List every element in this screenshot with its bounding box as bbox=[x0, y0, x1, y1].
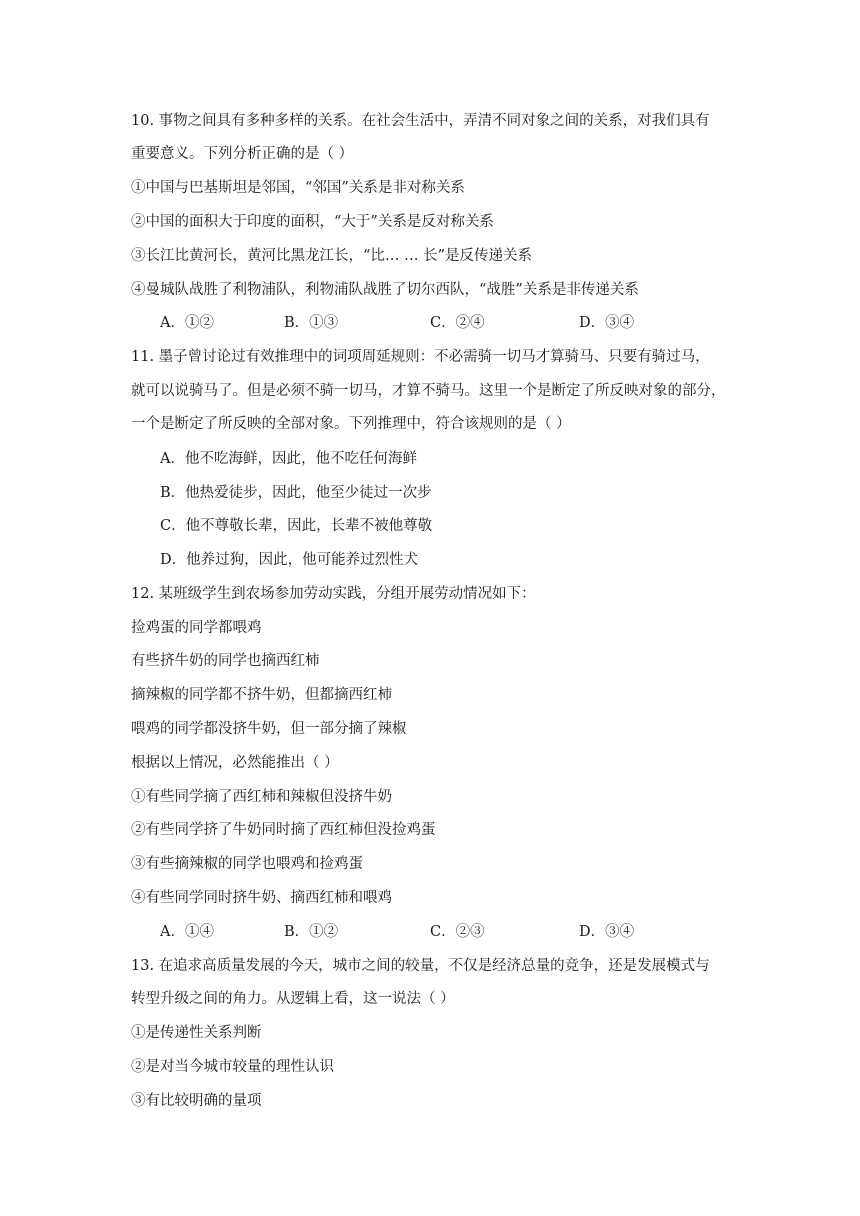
q12-statement-2: ②有些同学挤了牛奶同时摘了西红柿但没捡鸡蛋 bbox=[131, 822, 436, 838]
q12-option-c: C．②③ bbox=[430, 924, 485, 940]
q12-condition-2: 有些挤牛奶的同学也摘西红柿 bbox=[131, 653, 320, 669]
q10-statement-4: ④曼城队战胜了利物浦队，利物浦队战胜了切尔西队，“战胜”关系是非传递关系 bbox=[131, 282, 639, 298]
q10-option-a: A．①② bbox=[160, 315, 214, 331]
q12-question: 根据以上情况，必然能推出（ ） bbox=[131, 755, 339, 771]
q11-stem-line-3: 一个是断定了所反映的全部对象。下列推理中，符合该规则的是（ ） bbox=[131, 416, 571, 432]
q10-option-c: C．②④ bbox=[430, 315, 485, 331]
q11-stem-line-1: 11. 墨子曾讨论过有效推理中的词项周延规则：不必需骑一切马才算骑马、只要有骑过马， bbox=[131, 349, 710, 365]
q13-statement-1: ①是传递性关系判断 bbox=[131, 1025, 262, 1041]
q12-condition-4: 喂鸡的同学都没挤牛奶，但一部分摘了辣椒 bbox=[131, 721, 407, 737]
q12-option-a: A．①④ bbox=[160, 924, 214, 940]
q11-option-c: C．他不尊敬长辈，因此，长辈不被他尊敬 bbox=[160, 518, 433, 534]
q12-stem: 12. 某班级学生到农场参加劳动实践，分组开展劳动情况如下： bbox=[131, 586, 536, 602]
q12-statement-4: ④有些同学同时挤牛奶、摘西红柿和喂鸡 bbox=[131, 890, 392, 906]
q12-statement-1: ①有些同学摘了西红柿和辣椒但没挤牛奶 bbox=[131, 789, 392, 805]
q11-option-b: B．他热爱徒步，因此，他至少徒过一次步 bbox=[160, 485, 432, 501]
q12-option-d: D．③④ bbox=[579, 924, 635, 940]
q13-stem-line-1: 13. 在追求高质量发展的今天，城市之间的较量，不仅是经济总量的竞争，还是发展模式与 bbox=[131, 958, 710, 974]
q10-option-d: D．③④ bbox=[579, 315, 635, 331]
q12-condition-1: 捡鸡蛋的同学都喂鸡 bbox=[131, 620, 262, 636]
q13-statement-2: ②是对当今城市较量的理性认识 bbox=[131, 1059, 334, 1075]
q10-option-b: B．①③ bbox=[284, 315, 339, 331]
q13-statement-3: ③有比较明确的量项 bbox=[131, 1093, 262, 1109]
q10-stem-line-2: 重要意义。下列分析正确的是（ ） bbox=[131, 146, 354, 162]
q12-statement-3: ③有些摘辣椒的同学也喂鸡和捡鸡蛋 bbox=[131, 856, 363, 872]
q11-option-d: D．他养过狗，因此，他可能养过烈性犬 bbox=[160, 552, 419, 568]
q12-option-b: B．①② bbox=[284, 924, 339, 940]
q10-statement-3: ③长江比黄河长，黄河比黑龙江长，“比… … 长”是反传递关系 bbox=[131, 248, 533, 264]
q10-statement-2: ②中国的面积大于印度的面积，“大于”关系是反对称关系 bbox=[131, 214, 494, 230]
q10-statement-1: ①中国与巴基斯坦是邻国，“邻国”关系是非对称关系 bbox=[131, 180, 465, 196]
q13-stem-line-2: 转型升级之间的角力。从逻辑上看，这一说法（ ） bbox=[131, 991, 455, 1007]
q12-condition-3: 摘辣椒的同学都不挤牛奶，但都摘西红柿 bbox=[131, 687, 392, 703]
q11-option-a: A．他不吃海鲜，因此，他不吃任何海鲜 bbox=[160, 451, 417, 467]
q11-stem-line-2: 就可以说骑马了。但是必须不骑一切马，才算不骑马。这里一个是断定了所反映对象的部分， bbox=[131, 383, 726, 399]
q10-stem-line-1: 10. 事物之间具有多种多样的关系。在社会生活中，弄清不同对象之间的关系，对我们具有 bbox=[131, 113, 710, 129]
